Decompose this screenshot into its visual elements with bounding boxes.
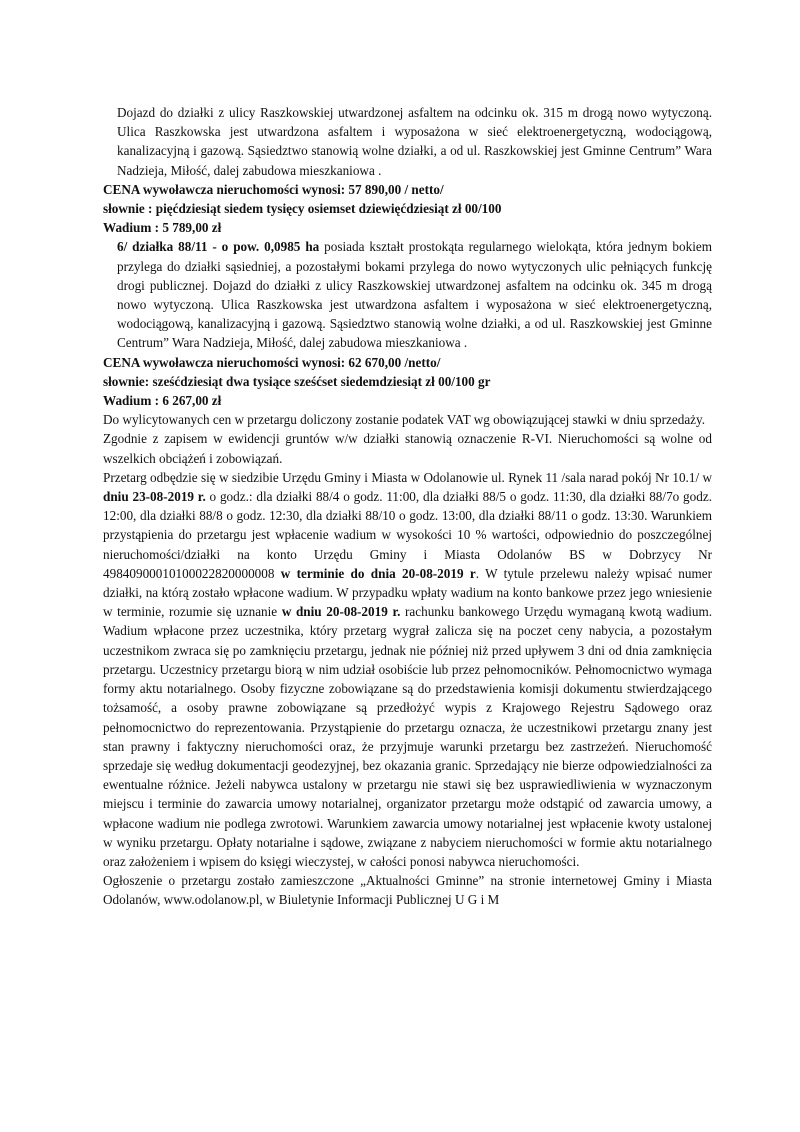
price-in-words-2: słownie: sześćdziesiąt dwa tysiące sześćset siedemdziesiąt zł 00/100 gr bbox=[103, 373, 491, 389]
plot-88-11-description: posiada kształt prostokąta regularnego wielokąta, która jednym bokiem przylega do działki sąsiedniej, a pozostałymi bokami przylega do nowo wytyczonych ulic pełniących funkcję drogi publicznej. Dojazd do działki z ulicy Raszkowskiej utwardzonej asfaltem na odcinku ok. 345 m drogą nowo wytyczoną. Ulica Raszkowska jest utwardzona asfaltem i wyposażona w sieć elektroenergetyczną, wodociągową, kanalizacyjną i gazową. Sąsiedztwo stanowią wolne działki, a od ul. Raszkowskiej jest Gminne Centrum” Wara Nadzieja, Miłość, dalej zabudowa mieszkaniowa . bbox=[117, 239, 712, 351]
auction-date: dniu 23-08-2019 r. bbox=[103, 489, 206, 505]
auction-terms-paragraph bbox=[103, 468, 712, 871]
deposit-deadline: w terminie do dnia 20-08-2019 r bbox=[280, 565, 476, 581]
document-body bbox=[103, 103, 712, 910]
publication-notice: Ogłoszenie o przetargu zostało zamieszczone „Aktualności Gminne” na stronie internetowej Gminy i Miasta Odolanów, www.odolanow.pl, w Biuletynie Informacji Publicznej U G i M bbox=[103, 873, 712, 908]
auction-text-b: o godz.: dla działki 88/4 o godz. 11:00, dla działki 88/5 o godz. 11:30, dla działki 88/7o godz. 12:00, dla działki 88/8 o godz. 12:30, dla działki 88/10 o godz. 13:00, dla działki 88/11 o godz. 13:30. Warunkiem przystąpienia do przetargu jest wpłacenie wadium w wysokości 10 % wartości, odpowiednio do poszczególnej nieruchomości/działki na konto Urzędu Gminy i Miasta Odolanów BS w Dobrzycy Nr 49840900010100022820000008 bbox=[103, 489, 712, 581]
deposit-2: Wadium : 6 267,00 zł bbox=[103, 393, 222, 409]
price-in-words-1: słownie : pięćdziesiąt siedem tysięcy osiemset dziewięćdziesiąt zł 00/100 bbox=[103, 201, 502, 217]
plot-88-11-paragraph bbox=[103, 237, 712, 352]
auction-text-a: Przetarg odbędzie się w siedzibie Urzędu Gminy i Miasta w Odolanowie ul. Rynek 11 /sala narad pokój Nr 10.1/ w bbox=[103, 469, 712, 485]
plot-88-11-heading: 6/ działka 88/11 - o pow. 0,0985 ha bbox=[117, 239, 320, 255]
auction-text-c: . W tytule przelewu należy wpisać numer działki, na którą zostało wpłacone wadium. W przypadku wpłaty wadium na konto bankowe przez jego wniesienie w terminie, rozumie się uznanie bbox=[103, 565, 712, 620]
starting-price-1: CENA wywoławcza nieruchomości wynosi: 57 890,00 / netto/ bbox=[103, 181, 444, 197]
deposit-1: Wadium : 5 789,00 zł bbox=[103, 220, 222, 236]
credit-date: w dniu 20-08-2019 r. bbox=[281, 604, 401, 620]
starting-price-2: CENA wywoławcza nieruchomości wynosi: 62 670,00 /netto/ bbox=[103, 354, 441, 370]
plot-access-paragraph: Dojazd do działki z ulicy Raszkowskiej utwardzonej asfaltem na odcinku ok. 315 m drogą nowo wytyczoną. Ulica Raszkowska jest utwardzona asfaltem i wyposażona w sieć elektroenergetyczną, wodociągową, kanalizacyjną i gazową. Sąsiedztwo stanowią wolne działki, a od ul. Raszkowskiej jest Gminne Centrum” Wara Nadzieja, Miłość, dalej zabudowa mieszkaniowa . bbox=[117, 105, 712, 178]
auction-text-d: rachunku bankowego Urzędu wymaganą kwotą wadium. Wadium wpłacone przez uczestnika, który przetarg wygrał zalicza się na poczet ceny nabycia, a pozostałym uczestnikom zwraca się po zamknięciu przetargu, jednak nie później niż przed upływem 3 dni od dnia zamknięcia przetargu. Uczestnicy przetargu biorą w nim udział osobiście lub przez pełnomocników. Pełnomocnictwo wymaga formy aktu notarialnego. Osoby fizyczne zobowiązane są do przedstawienia komisji dokumentu stwierdzającego tożsamość, a osoby prawne zobowiązane są przedłożyć wypis z Krajowego Rejestru Sądowego oraz pełnomocnictwo do reprezentowania. Przystąpienie do przetargu oznacza, że uczestnikowi przetargu znany jest stan prawny i faktyczny nieruchomości oraz, że przyjmuje warunki przetargu bez zastrzeżeń. Nieruchomość sprzedaje się według dokumentacji geodezyjnej, bez okazania granic. Sprzedający nie bierze odpowiedzialności za ewentualne różnice. Jeżeli nabywca ustalony w przetargu nie stawi się bez usprawiedliwienia w wyznaczonym miejscu i terminie do zawarcia umowy notarialnej, organizator przetargu może odstąpić od zawarcia umowy, a wpłacone wadium nie podlega zwrotowi. Warunkiem zawarcia umowy notarialnej jest wpłacenie kwoty ustalonej w wyniku przetargu. Opłaty notarialne i sądowe, związane z nabyciem nieruchomości w formie aktu notarialnego oraz założeniem i wpisem do księgi wieczystej, w całości ponosi nabywca nieruchomości. bbox=[103, 604, 713, 869]
vat-paragraph: Do wylicytowanych cen w przetargu doliczony zostanie podatek VAT wg obowiązującej stawki w dniu sprzedaży. bbox=[103, 412, 706, 428]
land-register-paragraph: Zgodnie z zapisem w ewidencji gruntów w/w działki stanowią oznaczenie R-VI. Nieruchomości są wolne od wszelkich obciążeń i zobowiązań. bbox=[103, 431, 712, 466]
